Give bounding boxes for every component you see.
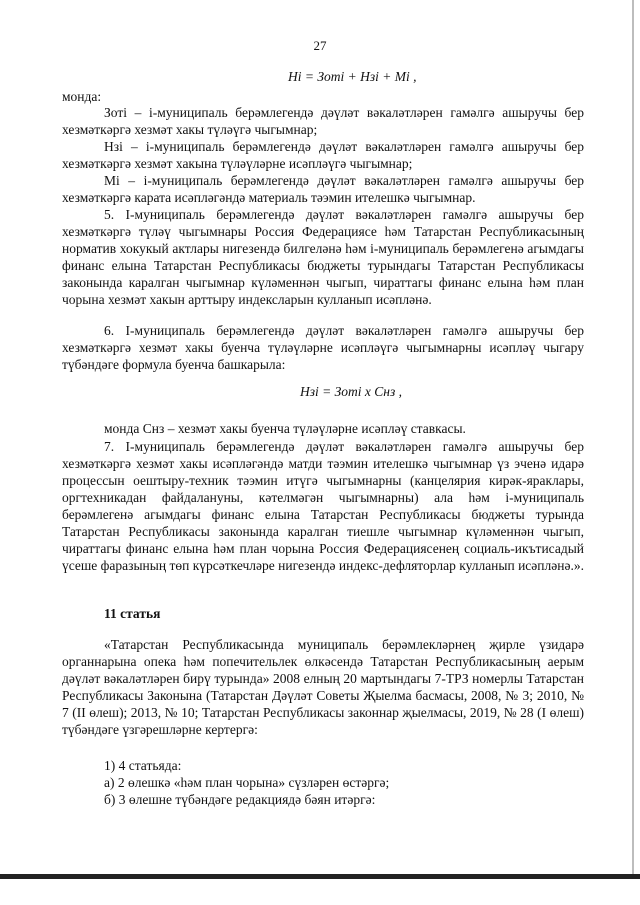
definition-m: Мi – i-муниципаль берәмлегендә дәүләт вәкаләтләрен гамәлгә ашыручы бер хезмәткәргә карата исәпләгәндә материаль тәэмин ителешкә чыгымнар.	[62, 173, 584, 205]
monda-snz: монда Снз – хезмәт хакы буенча түләүләрне исәпләү ставкасы.	[104, 421, 466, 436]
paragraph-6: 6. I-муниципаль берәмлегендә дәүләт вәкаләтләрен гамәлгә ашыручы бер хезмәткәргә хезмәт хакы буенча түләүләрне исәпләүгә чыгымнарны исәпләү чыгару түбәндәге формула буенча башкарыла:	[62, 323, 584, 372]
monda-label: монда:	[62, 89, 102, 104]
page-number: 27	[313, 38, 327, 53]
formula-nz: Нзi = Зотi х Снз ,	[300, 384, 403, 399]
definition-zot: Зотi – i-муниципаль берәмлегендә дәүләт вәкаләтләрен гамәлгә ашыручы бер хезмәткәргә хезмәт хакы түләүгә чыгымнар;	[62, 105, 584, 137]
list-item-a: а) 2 өлешкә «һәм план чорына» сүзләрен өстәргә;	[104, 775, 390, 790]
article-heading: 11 статья	[104, 606, 161, 621]
paragraph-7: 7. I-муниципаль берәмлегендә дәүләт вәкаләтләрен гамәлгә ашыручы бер хезмәткәргә хезмәт хакы исәпләгәндә матди тәэмин ителешкә чыгымнар үз эченә идарә процессын оештыру-техник тәэмин итүгә чыгымнарны (канцелярия кирәк-яраклары, оргтехникадан файдалануны, кәтелмәгән чыгымнарны) ала һәм i-муниципаль берәмлегенә агымдагы финанс елына Татарстан Республикасы бюджеты турында Татарстан Республикасы законында каралган тиешле чыгымнар күләменнән чыгып, чираттагы финанс елына һәм план чорына Россия Федерациясенең социаль-икътисадый үсеше фаразының төп күрсәткечләре нигезендә индекс-дефляторлар кулланып исәпләнә.».	[62, 439, 584, 573]
list-item-b: б) 3 өлешне түбәндәге редакциядә бәян итәргә:	[104, 792, 376, 807]
definition-nz: Нзi – i-муниципаль берәмлегендә дәүләт вәкаләтләрен гамәлгә ашыручы бер хезмәткәргә хезмәт хакына түләүләрне исәпләүгә чыгымнар;	[62, 139, 584, 171]
formula-main: Нi = Зотi + Нзi + Мi ,	[288, 69, 417, 84]
scan-edge-line	[632, 0, 634, 874]
paragraph-5: 5. I-муниципаль берәмлегендә дәүләт вәкаләтләрен гамәлгә ашыручы бер хезмәткәргә түләү чыгымнары Россия Федерациясе һәм Татарстан Республикасының норматив хокукый актлары нигезендә билгеләнә һәм i-муниципаль берәмлегенә агымдагы финанс елына Татарстан Республикасы бюджеты турындагы Татарстан Республикасы законында каралган чыгымнар күләменнән чыгып, чираттагы финанс елына һәм план чорына хезмәт хакын арттыру индексларын кулланып исәпләнә.	[62, 207, 584, 307]
list-item-1: 1) 4 статьяда:	[104, 758, 182, 773]
paragraph-law: «Татарстан Республикасында муниципаль берәмлекләрнең җирле үзидарә органнарына опека һәм попечительлек өлкәсендә Татарстан Республикасының аерым дәүләт вәкаләтләрен бирү турында» 2008 елның 20 мартындагы 7-ТРЗ номерлы Татарстан Республикасы Законына (Татарстан Дәүләт Советы Җыелма басмасы, 2008, № 3; 2010, № 7 (II өлеш); 2013, № 10; Татарстан Республикасы законнар җыелмасы, 2019, № 28 (I өлеш) түбәндәге үзгәрешләрне кертергә:	[62, 637, 584, 737]
scan-bottom-border	[0, 874, 640, 879]
